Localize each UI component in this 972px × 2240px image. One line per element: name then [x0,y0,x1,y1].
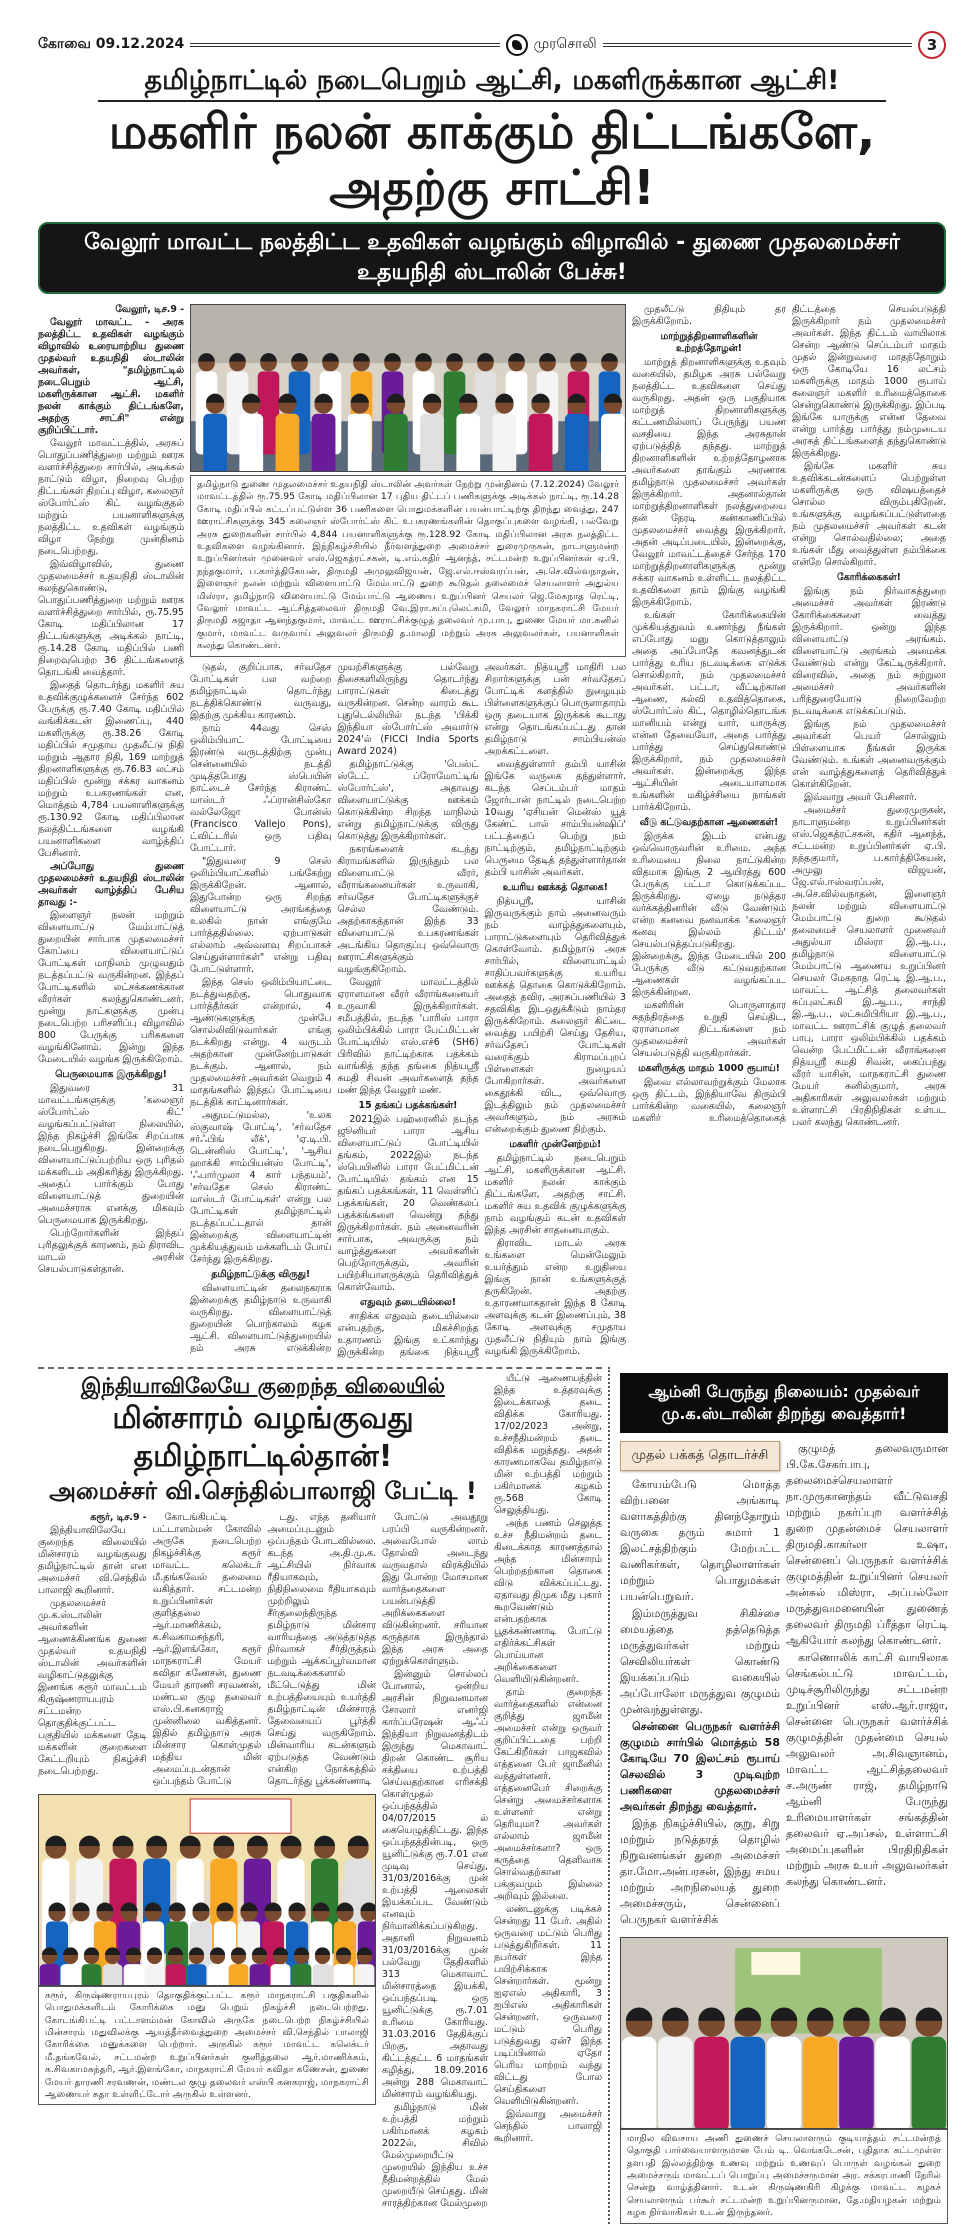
paper-name: முரசொலி [533,36,597,52]
subheading: பெருமையாக இருக்கிறது! [55,1069,167,1080]
person-figure [271,1947,291,1985]
person-figure [187,1947,207,1985]
omni-story-left [620,1441,780,1929]
article-paragraph: அந்த பணம் செலுத்த உச்ச நீதிமன்றம் தடை கிடைக்காத காரணத்தால் அந்த மின்சாரம் பெற்றதற்கான தொகை விடு விக்கப்பட்டது. ஏதாவது திமுக மீது புகார் கூறவேண்டும் என்பதற்காக பூதக்கண்ணாடி போட்டு எதிர்க்கட்சிகள் பொய்யான அறிக்கைகளை வெளியிடுகின்றனர். [494,1517,602,1685]
article-paragraph: டது. எந்த தனியார் அமைப்புடனும் ஒப்பந்தம் போடவில்லை. கடந்த அ.தி.மு.க. ஆட்சியில் நிர்வாக ரீதியாகவும், நிதிநிலைமை ரீதியாகவும் முற்றிலும் சீர்குலைந்திருந்த தமிழ்நாடு மின்சார வாரியத்தை அடுத்தடுத்த நிர்வாகச் சீர்திருத்தம் மற்றும் ஆக்கப்பூர்வமான நடவடிக்கைகளால் மீட்டெடுத்து மின் உற்பத்தியையும் உயர்த்தி தமிழ்நாட்டின் மின்சாரத் தேவையைப் பூர்த்தி செய்து வருகிறோம். மின்வாரிய கடன்களும் ஏற்படுத்த வேண்டும் என்கிற நோக்கத்தில் தொடர்ந்து பூக்கண்ணாடி [267,1511,376,1787]
power-story [38,1367,602,2224]
person-figure [767,2007,802,2127]
article-paragraph: இதைத் தொடர்ந்து மகளிர் சுய உதவிக்குழுக்களைச் சேர்ந்த 602 பேருக்கு ரூ.7.40 கோடி மதிப்பில் வங்கிக்கடன் இணைப்பு, 440 மகளிருக்கு ரூ.38.26 கோடி மதிப்பில் சமுதாய முதலீட்டு நிதி மற்றும் ஆதார நிதி, 169 மாற்றுத் திறனாளிகளுக்கு ரூ.76.83 லட்சம் மதிப்பில் மூன்று சக்கர வாகனம் மற்றும் உபகரணங்கள் என, மொத்தம் 4,784 பயனாளிகளுக்கு ரூ.130.92 கோடி மதிப்பிலான நலத்திட்டங்களை வழங்கி பயனாளிகளை வாழ்த்திப் பேசினார். [38,680,184,859]
article-paragraph: சென்னை பெருநகர் வளர்ச்சி குழுமம் சார்பில் மொத்தம் 58 கோடியே 70 இலட்சம் ரூபாய் செலவில் 3 முடிவுற்ற பணிகளை முதலமைச்சர் அவர்கள் திறந்து வைத்தார். [620,1719,780,1813]
article-paragraph: திராவிட மாடல் அரசு உங்களை மென்மேலும் உயர்த்தும் என்ற உறுதியை இங்கு நான் உங்களுக்குத் தருகிறேன். அதற்கு உதாரணமாகதான் இந்த 8 கோடி அளவுக்கு கடன் இணைப்பும், 38 கோடி அளவுக்கு சமுதாய முதலீட்டு நிதியும் நாம் இங்கு வழங்கி இருக்கிறோம். [484,1237,626,1357]
article-paragraph: காணொலிக் காட்சி வாயிலாக செங்கல்பட்டு மாவட்டம், முடிச்சூரிலிருந்து சட்டமன்ற உறுப்பினர் எஸ்.ஆர்.ராஜா, சென்னை பெருநகர் வளர்ச்சிக் குழுமத்தின் முதன்மை செயல் அலுவலர் அ.சிவஞானம், மாவட்ட ஆட்சித்தலைவர் ச.அருண் ராஜ், தமிழ்நாடு ஆம்னி பேருந்து உரிமையாளர்கள் சங்கத்தின் தலைவர் ஏ.அப்சல், உள்ளாட்சி அமைப்புகளின் பிரதிநிதிகள் மற்றும் அரசு உயர் அலுவலர்கள் கலந்து கொண்டனர். [786,1650,948,1888]
person-figure [40,1947,60,1985]
person-figure [239,394,263,471]
subheading: உயரிய ஊக்கத் தொகை! [502,881,608,893]
top-story-column-1 [38,304,184,1277]
article-paragraph: தமிழ்நாட்டுக்கு 'பெஸ்ட் ஸ்டேட் ப்ரோமோட்டிங் ஸ்போர்ட்ஸ்', அதாவது விளையாட்டுக்கு ஊக்கம் கொடுக்கின்ற சிறந்த மாநிலம் என்று தமிழ்நாட்டுக்கு விருது கொடுத்து இருக்கிறார்கள். [337,758,479,842]
person-figure [61,1947,81,1985]
subheading: தமிழ்நாட்டுக்கு விருது! [211,1268,311,1280]
article-paragraph: தாம் குறைந்த வார்த்தைகளில் என்னை குறித்து ஜாமீன் அமைச்சர் என்று ஒருவர் குறிப்பிட்டதை பற்றி கேட்கிறீர்கள் பாஜகவில் எத்தனை பேர் ஜாமீனில் வந்துள்ளனர். எத்தனைபேர் சிறைக்கு சென்று அமைச்சர்களாக உள்ளனர் என்று தெரியுமா? அவர்கள் எல்லாம் ஜாமீன் அமைச்சர்களா? ஒரு கருத்தை தெளிவாக சொல்வதற்கான பக்குவமும் இல்லை அறிவும் இல்லை. [494,1686,602,1902]
power-story-headline: மின்சாரம் வழங்குவது தமிழ்நாட்டில்தான்! [112,1400,414,1474]
photo-illustration [191,305,625,471]
person-figure [622,2007,657,2127]
article-paragraph: இவை எல்லாவற்றுக்கும் மேலாக ஒரு திட்டம், இந்தியாவே திரும்பி பார்க்கின்ற வகையில், கலைஞர் மகளிர் உரிமைத்தொகைத் திட்டத்தை செயல்படுத்தி இருக்கிறார் நம் முதலமைச்சர் அவர்கள். இந்த திட்டம் வாயிலாக சென்ற ஆண்டு செப்டம்பர் மாதம் முதல் இன்றுவரை மாதந்தோறும் ஒரு கோடியே 16 லட்சம் மகளிருக்கு மாதம் 1000 ரூபாய் கலைஞர் மகளிர் உரிமைத்தொகை சென்றுகொண்டு இருக்கிறது. இப்படி இங்கே யாருக்கு என்ன தேவை என்று பார்த்து பார்த்து நம்முடைய அரசுத் திட்டங்களைத் தந்துகொண்டு இருக்கிறது. [632,304,946,1124]
article-paragraph: இதுவரை 31 மாவட்டங்களுக்கு 'கலைஞர் ஸ்போர்ட்ஸ் கிட்' வழங்கப்பட்டுள்ள நிலையில், இந்த நிகழ்ச்சி இங்கே சிறப்பாக நடைபெறுகிறது. இன்றைக்கு விளையாட்டுப்பற்றிய ஒரு புரிதல் மக்களிடம் அதிகரித்து இருக்கிறது. அதைப் பார்க்கும் போது விளையாட்டுத் துறையின் அமைச்சராக எனக்கு மிகவும் பெருமையாக இருக்கிறது. [38,1083,184,1226]
article-paragraph: இருக்க இடம் என்பது ஒவ்வொருவரின் உரிமை. அந்த உரிமையை நிலை நாட்டுகின்ற விதமாக இங்கு 2 ஆயிரத்து 600 பேருக்கு பட்டா கொடுக்கப்பட இருக்கிறது. ஏழை நடுத்தர வர்க்கத்தினரின் வீடு வேண்டும் என்ற கனவை நனவாக்க 'கலைஞர் கனவு இல்லம் திட்டம்' செயல்படுத்தப்படுகிறது. இன்றைக்கு, இந்த மேடையில் 200 பேருக்கு வீடு கட்டுவதற்கான ஆணைகள் வழங்கப்பட இருக்கின்றன. [632,831,786,998]
person-figure [456,394,480,471]
article-paragraph: வேலூர் மாவட்ட - அரசு நலத்திட்ட உதவிகள் வழங்கும் விழாவில் உரையாற்றிய துணை முதல்வர் உதயநிதி ஸ்டாலின் அவர்கள், "தமிழ்நாட்டில் நடைபெறும் ஆட்சி, மகளிருக்கான ஆட்சி. மகளிர் நலன் காக்கும் திட்டங்களே, அதற்கு சாட்சி" என்று குறிப்பிட்டார். [38,317,184,436]
article-paragraph: இங்கு நம் முதலமைச்சர் அவர்கள் பெயர் சொல்லும் பிள்ளையாக நீங்கள் இருக்க வேண்டும். உங்கள் அனைவருக்கும் என் வாழ்த்துகளைத் தெரிவித்துக் கொள்கிறேன். [792,719,946,790]
power-story-columns-1-3 [38,1512,376,1788]
article-paragraph: டுதல், குறிப்பாக, சர்வதேச போட்டிகள் பல வற்றை தமிழ்நாட்டில் தொடர்ந்து நடத்திக்கொண்டு வருவது, இதற்கு முக்கிய காரணம். [190,661,332,721]
article-paragraph: "இதுவரை 9 செஸ் ஒலிம்பியாட்களில் பங்கேற்று இருக்கிறேன். ஆனால், இதுபோன்ற ஒரு சிறந்த விளையாட்டு அரங்கத்தை உலகில் நான் எங்குமே பார்த்ததில்லை. ஏற்பாடுகள் எல்லாம் அவ்வளவு சிறப்பாகச் செய்துள்ளார்கள்" என்று பதிவு போட்டுள்ளார். [190,855,332,975]
murasoli-logo-icon [506,34,528,56]
article-paragraph: இம்மருத்துவ சிகிச்சை மையத்தை தத்தெடுத்த மருத்துவர்கள் மற்றும் செவிலியர்கள் கொண்டு இயக்கப்படும் வகையில் அப்போலோ மருத்துவ குழுமம் முன்வந்துள்ளது. [620,1606,780,1716]
person-figure [250,1947,270,1985]
masthead [38,30,946,60]
column-divider [608,1367,610,2224]
article-paragraph: தமிழ்நாட்டில் நடைபெறும் ஆட்சி, மகளிருக்கான ஆட்சி. மகளிர் நலன் காக்கும் திட்டங்களே, அதற்கு சாட்சி. மகளிர் சுய உதவிக் குழுக்களுக்கு நாம் வழங்கும் கடன் உதவிகள் இந்த அரசின் சாதனையாகும். [484,1152,626,1236]
power-story-subhead: அமைச்சர் வி.செந்தில்பாலாஜி பேட்டி ! [49,1476,477,1505]
person-figure [208,1947,228,1985]
article-paragraph: வைத்துள்ளார் தம்பி யாசின் இங்கே வருகை தந்துள்ளார். கடந்த செப்டம்பர் மாதம் ஜோர்டான் நாட்டில் நடைபெற்ற 10வது 'ஏசியன் மென்ஸ் யூத் கேண்ட் பால் சாம்பியன்ஷிப்' பட்டத்தைப் பெற்று நம் நாட்டிற்கும், தமிழ்நாட்டிற்கும் பெருமை தேடித் தந்துள்ளார்தான் தம்பி யாசின் அவர்கள். [484,758,626,878]
omni-story-column-2 [786,1441,948,1929]
person-figure [203,394,227,471]
photo-illustration [621,1938,947,2128]
person-figure [313,1947,333,1985]
edition-date: கோவை 09.12.2024 [38,36,185,52]
article-paragraph: மாற்றுத் திறனாளிகளுக்கு உதவும் வகையில், தமிழக அரசு பல்வேறு நலத்திட்ட உதவிகளை செய்து வருகிறது. அதன் ஒரு பகுதியாக மாற்றுத் திறனாளிகளுக்கு கட்டணமில்லாப் பேருந்து பயண வசதியை இந்த அரசுதான் ஏற்படுத்தித் தந்தது. மாற்றுத் திறனாளிகளின் உற்றத்தோழனாக அவர்களை தாங்கும் அரணாக தமிழ்நாடு முதலமைச்சர் அவர்கள் இருக்கிறார். அதனால்தான் மாற்றுத்திறனாளிகள் நலத்துறையை தன் நேரடி கண்காணிப்பில் முதலமைச்சர் வைத்து இருக்கிறார். அதன் அடிப்படையில், இன்றைக்கு, வேலூர் மாவட்டத்தைச் சேர்ந்த 170 மாற்றுத்திறனாளிகளுக்கு மூன்று சக்கர வாகனம் உள்ளிட்ட நலத்திட்ட உதவிகளை நாம் இங்கு வழங்கி இருக்கிறோம். [632,357,786,608]
article-paragraph: இவ்வாறு அவர் பேசினார். [804,792,917,803]
article-paragraph: விளையாட்டின் தலைநகராக இன்றைக்கு தமிழ்நாடு உருவாகி வருகிறது. விளையாட்டுத் துறையின் பொற்காலம் கழக ஆட்சி. விளையாட்டுத்துறையில் நம் அரசு எடுக்கின்ற முயற்சிகளுக்கு பல்வேறு திசைகளிலிருந்து தொடர்ந்து பாராட்டுகள் கிடைத்து வருகின்றன. சென்ற வாரம் கூட புதுடெல்லியில் நடந்த 'பிக்கி இந்தியா ஸ்போர்ட்ஸ் அவார்டு 2024'ல் (FICCI India Sports Award 2024) [190,661,479,1354]
article-paragraph: லண்டனுக்கு படிக்கச் சென்றது 11 பேர். அதில் ஒருவரை மட்டும் பெரிது படுத்துகிறீர்கள். 11 நபர்கள் இந்த பயிற்சிக்காக சென்றார்கள். மூன்று ஐஏஎஸ் அதிகாரி, 3 ஐபிஎஸ் அதிகாரிகள் சென்றனர். ஒருவரை மட்டும் பெரிது படுத்துவது ஏன்? இந்த படிப்பினால் ஏதோ பெரிய மாற்றம் வந்து விட்டது போல செய்திகளை வெளியிடுகின்றனர். [494,1903,602,2107]
person-figure [658,2007,693,2127]
person-figure [103,1947,123,1985]
person-figure [384,394,408,471]
article-paragraph: அமைச்சர் துரைமுருகன், நாடாளுமன்ற உறுப்பினர்கள் எஸ்.ஜெகத்ரட்சகன், கதிர் ஆனந்த், சட்டமன்ற உறுப்பினர்கள் ஏ.பி. நந்தகுமார், ப.கார்த்திகேயன், அமுலு விஜயன், ஜே.எல்.ஈஸ்வரப்பன், அ.செ.வில்வநாதன், இளைஞர் நலன் மற்றும் விளையாட்டு மேம்பாட்டு துறை கூடுதல் தலைமைச் செயலாளர் முனைவர் அதுல்யா மிஸ்ரா இ.ஆ.ப., தமிழ்நாடு விளையாட்டு மேம்பாட்டு ஆணைய உறுப்பினர் செயலர் மேகநாத ரெட்டி இ.ஆ.ப., மாவட்ட ஆட்சித் தலைவர்கள் சுப்புலட்சுமி இ.ஆ.ப., சாந்தி இ.ஆ.ப., லட்சுமிபிரியா இ.ஆ.ப., மாவட்ட ஊராட்சிக் குழுத் தலைவர் பாபு, பாரா ஒலிம்பிக்கில் பதக்கம் வென்ற பேட்மிட்டன் வீராங்கனை நித்யஸ்ரீ சுமதி சிவன், கைப்பந்து வீரர் யாசின், மாநகராட்சி துணை மேயர் சுனில்குமார், அரசு அதிகாரிகள் அலுவலர்கள் மற்றும் உள்ளாட்சி பிரதிநிதிகள் உள்பட பலர் கலந்து கொண்டனர். [792,805,946,1128]
bottom-sections [38,1367,946,2224]
article-paragraph: இன்னும் சொல்லப் போனால், ஒன்றிய அரசின் நிறுவனமான சோலார் எனர்ஜி கார்ப்பரேஷன் ஆஃப் இந்தியா நிறுவனத்திடம் இருந்து மெகாவாட் திறன் கொண்ட சூரிய சக்தியை உற்பத்தி செய்வதற்கான எரிசக்தி கொள்முதல் ஒப்பந்தத்தில் 04/07/2015 ல் கையெழுத்திட்டது. இந்த ஒப்பந்தத்தின்படி, ஒரு யூனிட்டுக்கு ரூ.7.01 என முடிவு செய்து, 31/03/2016க்கு முன் உற்பத்தி ஆலைகள் இயக்கப்பட வேண்டும் எனவும் நிர்மானிக்கப்படுகிறது. அதானி நிறுவனம் 31/03/2016க்கு முன் பல்வேறு தேதிகளில் 313 மெகாவாட் மின்சாரத்தை இயக்கி, ஒப்பந்தப்படி ஒரு யூனிட்டுக்கு ரூ.7.01 உரிமை கோரியது. 31.03.2016 தேதிக்குப் பிறகு, அதாவது கிட்டத்தட்ட 6 மாதங்கள் கழித்து, 18.09.2016 அன்று 288 மெகாவாட் மின்சாரம் வழங்கியது. [382,1668,488,2100]
continued-from-front-label: முதல் பக்கத் தொடர்ச்சி [620,1441,780,1471]
person-figure [312,394,336,471]
top-story-banner: வேலூர் மாவட்ட நலத்திட்ட உதவிகள் வழங்கும் விழாவில் - துணை முதலமைச்சர் உதயநிதி ஸ்டாலின் பேச்சு! [38,222,946,294]
article-paragraph: நகரங்களைக் கடந்து கிராமங்களில் இருந்தும் பல விளையாட்டு வீரர், வீராங்கனையர்கள் உருவாகி, சர்வதேச போட்டிகளுக்குச் செல்ல வேண்டும். அதற்காகத்தான் இந்த 33 விளையாட்டு உபகரணங்கள் அடங்கிய தொகுப்பு ஒவ்வொரு ஊராட்சிகளுக்கும் வழங்குகிறோம். [337,843,479,975]
person-figure [124,1947,144,1985]
article-paragraph: இங்கு நம் நிர்வாகத்துறை அமைச்சர் அவர்கள் இரண்டு கோரிக்கைகளை வைத்து இருக்கிறார். ஒன்று இந்த விளையாட்டு அரங்கம். விளையாட்டு அரங்கம் அமைக்க வேண்டும் என்று கேட்டிருக்கிறார். விரைவில், அதை நம் சுற்றுலா அமைச்சர் அவர்களின் பரிந்துரையோடு நிறைவேற்ற நடவடிக்கை எடுக்கப்படும். [792,586,946,717]
person-figure [529,394,553,471]
person-figure [565,394,589,471]
person-figure [334,1947,354,1985]
subheading: எதுவும் தடையில்லை! [359,1296,456,1308]
article-paragraph: பெற்றோர்களின் இந்தப் புரிதலுக்குக் காரணம், நம் திராவிட மாடல் அரசின் செயல்பாடுகள்தான். [38,1228,184,1275]
felicitation-group-photo [620,1937,948,2129]
article-paragraph: போட்டு அவதூறு பரப்பி வருகின்றனர். அவைபோல் லாம் தோல்வி அடைந்து வருவதால் விரக்தியில் இது போன்ற மோசமான வார்த்தைகளை பயன்படுத்தி அறிக்கைகளை விடுகின்றனர். சரியான கருத்தாக இருந்தால் இந்த அரசு அதை ஏற்றுக்கொள்ளும். [382,1511,488,1667]
article-paragraph: வேலூர் மாவட்டத்தில் ஏராளமான வீரர் வீராங்கனையர் உருவாகி இருக்கிறார்கள். சமீபத்தில், நடந்த 'பாரிஸ் பாரா ஒலிம்பிக்கில் பாரா பேட்மிட்டன் போட்டியில் எஸ்.எச்6 (SH6) பிரிவில் நாட்டிற்காக பதக்கம் வாங்கித் தந்த தங்கை நித்யஸ்ரீ சுமதி சிவன் அவர்களைத் தந்த மண் இந்த வேலூர் மண். [337,976,479,1096]
omni-story-column-1 [620,1477,780,1928]
person-figure [276,394,300,471]
power-story-column-5 [494,1373,602,2224]
power-story-column-4 [382,1512,488,2211]
article-paragraph: நித்யஸ்ரீ, யாசின் இருவருக்கும் நாம் அனைவரும் நம் வாழ்த்துகளையும், பாராட்டுகளையும் தெரிவித்துக் கொள்வோம். தமிழ்நாடு அரசு சார்பில், விளையாட்டில் சாதிப்பவர்களுக்கு உயரிய ஊக்கத் தொகை கொடுக்கிறோம். அதைத் தவிர, அரசுப்பணியில் 3 சதவிகித இடஒதுக்கீடும் நாம்தர இருக்கிறோம். கலைஞர் கிட்டை வைத்து பயிற்சி செய்து தேசிய, சர்வதேசப் போட்டிகள் வரைக்கும் கிராமப்புறப் பிள்ளைகள் நுழையப் போகிறார்கள். அவர்களை கைதூக்கி விட, ஒவ்வொரு இடத்திலும் நம் முதலமைச்சர் அவர்களும், நம் அரசும் என்றைக்கும் துணை நிற்கும். [484,895,626,1135]
person-figure [420,394,444,471]
power-story-left [38,1512,376,2211]
photo-illustration [39,1795,375,1985]
subheading: மகளிருக்கு மாதம் 1000 ரூபாய்! [638,1063,780,1074]
subheading: கோரிக்கைகள்! [837,572,901,583]
article-paragraph: இந்தியாவிலேயே குறைந்த விலையில் மின்சாரம் வழங்குவது தமிழ்நாட்டில் தான் என அமைச்சர் வி.செந்தில் பாலாஜி கூறினார். [38,1524,147,1596]
subheading: 15 தங்கப் பதக்கங்கள்! [358,1099,458,1111]
top-story-headline: மகளிர் நலன் காக்கும் திட்டங்களே, அதற்கு சாட்சி! [108,104,876,216]
subheading: மாற்றுத்திறனாளிகளின் உற்றத்தோழன்! [660,331,758,354]
person-figure [875,2007,910,2127]
person-figure [493,394,517,471]
dateline: கரூர், டிச.9 - [90,1511,147,1523]
subheading: வீடு கட்டுவதற்கான ஆணைகள்! [639,817,779,828]
article-paragraph: இந்த நிகழ்ச்சியில், குறு, சிறு மற்றும் நடுத்தரத் தொழில் நிறுவனங்கள் துறை அமைச்சர் தா.மோ.அன்பரசன், இந்து சமய மற்றும் அறநிலையத் துறை அமைச்சரும், சென்னைப் பெருநகர் வளர்ச்சிக் [620,1816,780,1926]
top-story-columns-2-4 [190,662,626,1359]
top-story-kicker: தமிழ்நாட்டில் நடைபெறும் ஆட்சி, மகளிருக்கான ஆட்சி! [98,64,886,102]
person-figure [730,2007,765,2127]
article-paragraph: மகளிரின் பொருளாதார சுதந்திரத்தை உறுதி செய்திட, ஏராளமான திட்டங்களை நம் முதலமைச்சர் அவர்கள் செயல்படுத்தி வருகிறார்கள். [632,1000,786,1059]
top-story-columns-5-6 [632,304,946,1129]
article-paragraph: முதலீட்டு நிதியும் தர இருக்கிறோம். [632,304,786,327]
person-figure [355,1947,375,1985]
omni-bus-story [616,1367,948,2224]
person-figure [292,1947,312,1985]
person-figure [166,1947,186,1985]
article-paragraph: உங்கள் கோரிக்கையின் முக்கியத்துவம் உணர்ந்து நீங்கள் எப்போது மனு கொடுத்தாலும் அதை அப்போதே கவனத்துடன் பார்த்து உரிய நடவடிக்கை எடுக்க சொல்கிறார், நம் முதலமைச்சர் அவர்கள். பட்டா, வீட்டிற்கான ஆணை, கல்வி உதவித்தொகை, ஸ்போர்ட்ஸ் கிட், தொழில்தொடங்க மானியம் என்று யார், யாருக்கு என்ன தேவையோ, அதை பார்த்து பார்த்து செய்துகொண்டு இருக்கிறார், நம் முதலமைச்சர் அவர்கள். இன்றைக்கு இந்த ஆட்சியின் அடையாளமாக உங்களின் மகிழ்ச்சியை நாங்கள் பார்க்கிறோம். [632,610,786,813]
article-paragraph: இவ்விழாவில், துணை முதலமைச்சர் உதயநிதி ஸ்டாலின் கலந்துகொண்டு, பொதுப்பணித்துறை மற்றும் ஊரக வளர்ச்சித்துறை சார்பில், ரூ.75.95 கோடி மதிப்பிலான 17 திட்டங்களுக்கு அடிக்கல் நாட்டி, ரூ.14.28 கோடி மதிப்பில் பணி நிறைவுபெற்ற 36 திட்டங்களைத் தொடங்கி வைத்தார். [38,559,184,678]
page-number: 3 [918,31,946,59]
article-paragraph: தமிழ்நாடு மின் உற்பத்தி மற்றும் பகிர்மானக் கழகம் 2022ல், சிவில் மேல்முறையீட்டு முறையில் இந்திய உச்ச நீதிமன்றத்தில் மேல் முறையீடு செய்தது. மின் சாரத்திற்கான மேல்முறை [382,2101,488,2209]
event-group-photo [190,304,626,472]
person-figure [803,2007,838,2127]
person-figure [912,2007,947,2127]
article-paragraph: குழுமத் தலைவருமான பி.கே.சேகர்பாபு, தலைமைச்செயலாளர் நா.முருகானந்தம் வீட்டுவசதி மற்றும் நகர்ப்புற வளர்ச்சித் துறை முதன்மைச் செயலாளர் திருமதி.காகர்லா உஷா, சென்னைப் பெருநகர் வளர்ச்சிக் குழுமத்தின் உறுப்பினர் செயலர் அன்சுல் மிஸ்ரா, அப்பல்லோ மருத்துவமனையின் துணைத் தலைவர் திருமதி ப்ரீத்தா ரெட்டி ஆகியோர் கலந்து கொண்டனர். [786,1441,948,1647]
person-figure [82,1947,102,1985]
omni-bus-story-headline: ஆம்னி பேருந்து நிலையம்: முதல்வர் மு.க.ஸ்டாலின் திறந்து வைத்தார்! [620,1373,948,1433]
person-figure [145,1947,165,1985]
person-figure [694,2007,729,2127]
top-story-body [38,304,946,1359]
article-paragraph: அப்போது துணை முதலமைச்சர் உதயநிதி ஸ்டாலின் அவர்கள் வாழ்த்திப் பேசிய தாவது :- [38,861,184,908]
power-photo-caption: கரூர், கிருஷ்ணராயபுரம் தொகுதிக்குட்பட்ட கரூர் மாநகராட்சி பகுதிகளில் பொதுமக்களிடம் கோரிக்கை மனு பெறும் நிகழ்ச்சி நடைபெற்றது. கோடங்கிபட்டி பட்டாளம்மன் கோவில் அருகே நடைபெற்ற நிகழ்ச்சியில் மின்சாரம் மதுவிலக்கு ஆயத்தீர்வைத்துறை அமைச்சர் வி.செந்தில் பாலாஜி கோரிக்கை மனுக்களை பெற்றார். அருகில் கரூர் மாவட்ட கலெக்டர் மீ.தங்கவேல், சட்டமன்ற உறுப்பினர்கள் குளித்தலை ஆர்.மாணிக்கம், க.சிவகாமசுந்தரி, ஆர்.இளங்கோ, மாநகராட்சி மேயர் கவிதா கணேசன், துணை மேயர் தாரணி சரவணன், மண்டல குழு தலைவர் எஸ்பி கனகராஜ், மாநகராட்சி ஆணையர் சுதா உள்ளிட்டோர் அருகில் உள்ளனர். [38,1986,376,2106]
person-figure [348,394,372,471]
top-photo-caption: தமிழ்நாடு துணை முதலமைச்சர் உதயநிதி ஸ்டாலின் அவர்கள் நேற்று முன்தினம் (7.12.2024) வேலூர் மாவட்டத்தில் ரூ.75.95 கோடி மதிப்பிலான 17 புதிய திட்டப் பணிகளுக்கு அடிக்கல் நாட்டி, ரூ.14.28 கோடி மதிப்பில் கட்டப்பட்டுள்ள 36 பணிகளை பொதுமக்களின் பயன்பாட்டிற்கு திறந்து வைத்து, 247 ஊராட்சிகளுக்கு 345 கலைஞர் ஸ்போர்ட்ஸ் கிட் உபகரணங்களின் தொகுப்புகளை வழங்கி, பல்வேறு அரசு துறைகளின் சார்பில் 4,844 பயனாளிகளுக்கு ரூ.128.92 கோடி மதிப்பிலான அரசு நலத்திட்ட உதவிகளை வழங்கினார். இந்நிகழ்ச்சியில் நீர்வளத்துறை அமைச்சர் துரைமுருகன், நாடாளுமன்ற உறுப்பினர்கள் முனைவர் எஸ்.ஜெகத்ரட்சகன், டி.எம்.கதிர் ஆனந்த், சட்டமன்ற உறுப்பினர்கள் ஏ.பி. நந்தகுமார், ப.கார்த்திகேயன், திருமதி அமுலுவிஜயன், ஜே.எல்.ஈஸ்வரப்பன், அ.செ.வில்வநாதன், இளைஞர் நலன் மற்றும் விளையாட்டு மேம்பாட்டு துறை கூடுதல் தலைமைச் செயலாளர் அதுல்ய மிஸ்ரா, தமிழ்நாடு விளையாட்டு மேம்பாட்டு ஆணைய உறுப்பினர் செயலர் ஜெ.மேகநாத ரெட்டி, வேலூர் மாவட்ட ஆட்சித்தலைவர் திருமதி வே.இரா.சுப்புலெட்சுமி, வேலூர் மாநகராட்சி மேயர் திருமதி சுஜாதா ஆனந்தகுமார், மாவட்ட ஊராட்சிக்குழுத் தலைவர் மு.பாபு, துணை மேயர் மா.சுனில் குமார், மாவட்ட வருவாய் அலுவலர் திருமதி த.மாலதி மற்றும் அரசு அலுவலர்கள், பயனாளிகள் கலந்து கொண்டனர். [190,475,626,657]
article-paragraph: யீட்டு ஆணையத்தின் இந்த உத்தரவுக்கு இடைக்காலத் தடை விதிக்க கோரியது. 17/02/2023 அன்று, உச்சநீதிமன்றம் தடை விதிக்க மறுத்தது. அதன் காரணமாகவே தமிழ்நாடு மின் உற்பத்தி மற்றும் பகிர்மானக் கழகம் ரூ.568 கோடி செலுத்தியது. [494,1372,602,1516]
person-figure [229,1947,249,1985]
article-paragraph: இந்த செஸ் ஒலிம்பியாட்டை நடத்துவதற்கு, பொதுவாக பார்த்தீர்கள் என்றால், 4 ஆண்டுகளுக்கு முன்பே சொல்லிவிடுவார்கள் எங்கு நடக்கிறது என்று. 4 வருடம் அதற்கான முன்னேற்பாடுகள் நடக்கும். ஆனால், நம் முதலமைச்சர் அவர்கள் வெறும் 4 மாதங்களில் இந்தப் போட்டியை நடத்திக் காட்டினார்கள். [190,976,332,1108]
article-paragraph: இங்கே மகளிர் சுய உதவிக்கடன்களைப் பெற்றுள்ள மகளிருக்கு ஒரு விஷயத்தைச் சொல்ல விரும்புகிறேன். உங்களுக்கு வழங்கப்பட்டுள்ளதை நம் முதலமைச்சர் அவர்கள் கடன் என்று சொல்வதில்லை; அதை உங்கள் மீது வைத்துள்ள நம்பிக்கை என்றே சொல்கிறார். [792,461,946,568]
power-story-main [38,1373,488,2224]
article-paragraph: கோடங்கிபட்டி பட்டாளம்மன் கோவில் அருகே நடைபெற்ற நிகழ்ச்சிக்கு கரூர் மாவட்ட கலெக்டர் மீ.தங்கவேல் தலைமை வகித்தார். சட்டமன்ற உறுப்பினர்கள் குளித்தலை ஆர்.மாணிக்கம், க.சிவகாமசுந்தரி, ஆர்.இளங்கோ, கரூர் மாநகராட்சி மேயர் கவிதா கணேசன், துணை மேயர் தாரணி சரவணன், மண்டல குழு தலைவர் எஸ்.பி.கனகராஜ் முன்னிலை வகித்தனர். இதில் தமிழ்நாடு அரசு மின்சார கொள்முதல் மத்திய மின் அமைப்புடன்தான் ஒப்பந்தம் போட்டு [152,1511,262,1787]
article-paragraph: நாம் 44வது செஸ் ஒலிம்பியாட் போட்டியை இரண்டு வருடத்திற்கு முன்பு சென்னையில் நடத்தி முடித்தபோது ஸ்பெயின் நாட்டைச் சேர்ந்த கிராண்ட் மாஸ்டர் ஃப்ரான்சிஸ்கோ வல்லேஜோ போன்ஸ் (Francisco Vallejo Pons), ட்விட்டரில் ஒரு பதிவு போட்டார். [190,722,332,854]
subheading: மகளிர் முன்னேற்றம்! [509,1138,602,1150]
article-paragraph: கோயம்பேடு மொத்த விற்பனை அங்காடி வளாகத்திற்கு தினந்தோறும் வருகை தரும் சுமார் 1 இலட்சத்திற்கும் மேற்பட்ட வணிகர்கள், தொழிலாளர்கள் மற்றும் பொதுமக்கள் பயன்பெறுவர். [620,1477,780,1603]
article-paragraph: முதலமைச்சர் மு.க.ஸ்டாலின் அவர்களின் ஆணைக்கிணங்க துணை முதல்வர் உதயநிதி ஸ்டாலின் அவர்களின் வழிகாட்டுதலுக்கு இணங்க கரூர் மாவட்டம் கிருஷ்ணராயபுரம் சட்டமன்ற தொகுதிக்குட்பட்ட பகுதியில் மக்களை தேடி மக்களின் குறைகளை கேட்டறியும் நிகழ்ச்சி நடைபெற்றது. [38,1597,147,1777]
article-paragraph: 2021இல் பஹ்ரைனில் நடந்த ஜூனியர் பாரா ஆசிய விளையாட்டுப் போட்டியில் தங்கம், 2022இல் நடந்த ஸ்பெயினில் பாரா பேட்மிட்டன் போட்டியில் தங்கம் என 15 தங்கப் பதக்கங்கள், 11 வெள்ளிப் பதக்கங்கள், 20 வெண்கலப் பதக்கங்களை வென்று தந்து இருக்கிறார்கள். நம் அனைவரின் சார்பாக, அவருக்கு நம் வாழ்த்துகளை அவர்களின் பெற்றோருக்கும், அவரின் பயிற்சியாளருக்கும் தெரிவித்துக் கொள்வோம். [337,1113,479,1293]
omni-photo-caption: மாநில விவசாய அணி துணைச் செயலாளரும் குடியாத்தம் சட்டமன்றத் தொகுதி பார்வையாளருமான பேம் டி. வெங்கடேசன், புதிதாக கட்டமுள்ள தளபதி இல்லத்திற்கு உணவு மற்றும் உணவுப் பொருள் வழங்கல் துறை அமைச்சரும் மாவட்டப் பொறுப்பு அமைச்சருமான அர. சக்கரபாணி நேரில் சென்று வாழ்த்தினார். உடன் கிருஷ்ணகிரி கிழக்கு மாவட்ட கழகச் செயலாளரும் பர்கூர் சட்டமன்ற உறுப்பினருமான, தே.மதியழகன் மற்றும் கழக நிர்வாகிகள் உடன் இருந்தனர். [620,2129,948,2224]
grievance-meeting-photo [38,1794,376,1986]
masthead-rule-left [190,43,499,47]
article-paragraph: சாதிக்க எதுவும் தடையில்லை என்பதற்கு, மிகச்சிறந்த உதாரணம் இங்கு உட்கார்ந்து இருக்கின்ற தங்கை நித்யஸ்ரீ அவர்கள். நித்யஸ்ரீ மாதிரி பல சிறார்களுக்கு பன் சர்வதேசப் போட்டிக் களத்தில் நுழையும் பிள்ளைகளுக்குப் பொருளாதாரம் ஒரு தடையாக இருக்கக் கூடாது என்று தொடங்கப்பட்டது தான் தமிழ்நாடு சாம்பியன்ஸ் அறக்கட்டளை. [337,661,626,1358]
article-paragraph: இவ்வாறு அமைச்சர் செந்தில் பாலாஜி கூறினார். [494,2108,602,2144]
omni-story-body [620,1441,948,1929]
power-story-body [38,1512,488,2211]
article-paragraph: அதுமட்டுமல்ல, 'உலக ஸ்குவாஷ் போட்டி', 'சர்வதேச சர்ஃபிங் லீக்', 'ஏ.டி.பி. டென்னிஸ் போட்டி', 'ஆசிய ஹாக்கி சாம்பியன்ஸ் போட்டி', 'ஃபார்முலா 4 கார் பந்தயம்', 'சர்வதேச செஸ் கிராண்ட் மாஸ்டர் போட்டிகள்' என்று பல போட்டிகள் தமிழ்நாட்டில் நடத்தப்பட்டதால் தான் இன்றைக்கு விளையாட்டின் முக்கியத்துவம் மக்களிடம் போய் சேர்ந்து இருக்கிறது. [190,1109,332,1265]
dateline: வேலூர், டிச.9 - [115,304,184,315]
person-figure [601,394,625,471]
top-story-center [190,304,626,1359]
masthead-rule-right [603,43,912,47]
article-paragraph: வேலூர் மாவட்டத்தில், அரசுப் பொதுப்பணித்துறை மற்றும் ஊரக வளர்ச்சித்துறை சார்பில், அடிக்கல் நாட்டும் விழா, நிறைவு பெற்ற திட்டங்கள் திறப்பு விழா, கலைஞர் ஸ்போர்ட்ஸ் கிட் வழங்குதல் மற்றும் பயனாளிகளுக்கு நலத்திட்ட உதவிகள் வழங்கும் விழா நேற்று முன்தினம் நடைபெற்றது. [38,438,184,557]
power-story-kicker: இந்தியாவிலேயே குறைந்த விலையில் [81,1373,445,1398]
person-figure [839,2007,874,2127]
article-paragraph: இளைஞர் நலன் மற்றும் விளையாட்டு மேம்பாட்டுத் துறையின் சார்பாக முதலமைச்சர் கோப்பை விளையாட்டுப் போட்டிகள் மாநிலம் முழுவதும் நடத்தப்பட்டு வருகின்றன. இந்தப் போட்டிகளில் லட்சக்கணக்கான வீரர்கள் கலந்துகொண்டனர். மூன்று நாட்களுக்கு முன்பு நடைபெற்ற பரிசளிப்பு விழாவில் 800 பேருக்கு பரிசுகளை வழங்கினோம். இன்று இந்த மேடையில் வழங்க இருக்கிறோம். [38,910,184,1065]
